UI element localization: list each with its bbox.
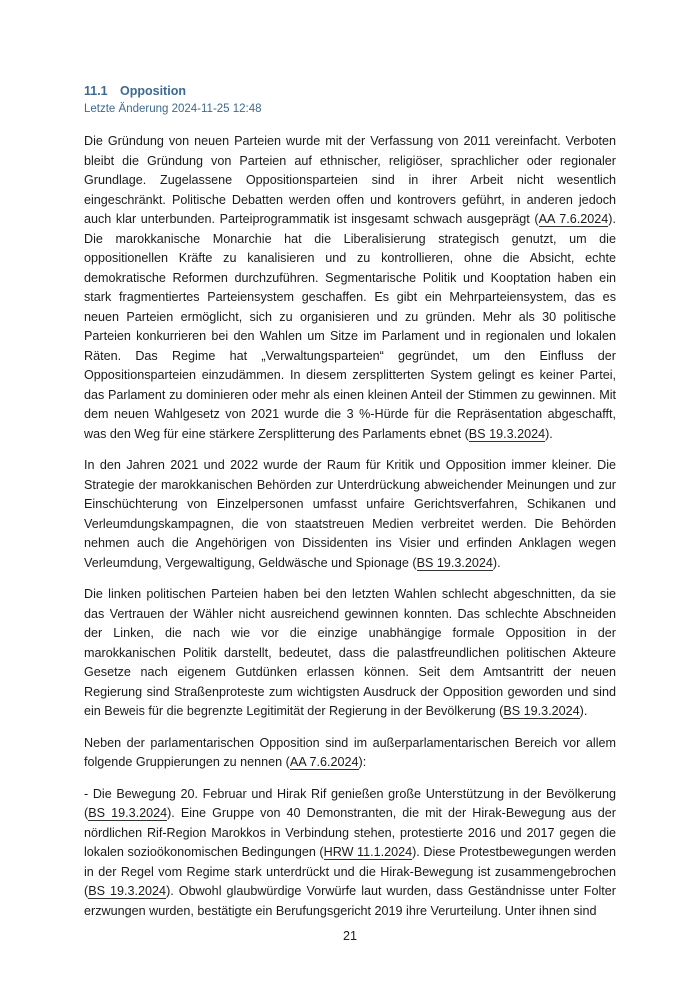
source-link[interactable]: BS 19.3.2024	[88, 806, 168, 820]
paragraph-text: ). Obwohl glaubwürdige Vorwürfe laut wurden, dass Geständnisse unter Folter erzwungen wurden, bestätigte ein Berufungsgericht 2019 ihre Verurteilung. Unter ihnen sind	[84, 884, 616, 918]
paragraph-text: ). Die marokkanische Monarchie hat die Liberalisierung strategisch genutzt, um die oppositionellen Kräfte zu kanalisieren und zu kontrollieren, ohne die Absicht, echte demokratische Reformen durchzuführen. Segmentarische Politik und Kooptation haben ein stark fragmentiertes Parteiensystem geschaffen. Es gibt ein Mehrparteiensystem, das es neuen Parteien ermöglicht, sich zu organisieren und zu gründen. Mehr als 30 politische Parteien konkurrieren bei den Wahlen um Sitze im Parlament und in regionalen und lokalen Räten. Das Regime hat „Verwaltungsparteien“ gegründet, um den Einfluss der Oppositionsparteien einzudämmen. In diesem zersplitterten System gelingt es keiner Partei, das Parlament zu dominieren oder mehr als einen kleinen Anteil der Stimmen zu gewinnen. Mit dem neuen Wahlgesetz von 2021 wurde die 3 %-Hürde für die Repräsentation abgeschafft, was den Weg für eine stärkere Zersplitterung des Parlaments ebnet (	[84, 212, 616, 441]
paragraph	[84, 585, 616, 722]
paragraph-text: ). Diese Protestbewegungen werden in der Regel vom Regime stark unterdrückt und die Hirak-Bewegung ist zusammengebrochen (	[84, 845, 616, 898]
source-link[interactable]: BS 19.3.2024	[416, 555, 493, 570]
source-link[interactable]: HRW 11.1.2024	[323, 845, 413, 859]
source-link[interactable]: AA 7.6.2024	[289, 755, 359, 769]
section-number: 11.1	[84, 84, 108, 98]
paragraph-text: Neben der parlamentarischen Opposition sind im außerparlamentarischen Bereich vor allem folgende Gruppierungen zu nennen (	[84, 735, 616, 769]
body-text	[84, 132, 616, 921]
paragraph	[84, 132, 616, 444]
paragraph-text: In den Jahren 2021 und 2022 wurde der Raum für Kritik und Opposition immer kleiner. Die Strategie der marokkanischen Behörden zur Unterdrückung abweichender Meinungen und zur Einschüchterung von Einzelpersonen umfasst unfaire Gerichtsverfahren, Schikanen und Verleumdungskampagnen, die von staatstreuen Medien verbreitet werden. Die Behörden nehmen auch die Angehörigen von Dissidenten ins Visier und erfinden Anklagen wegen Verleumdung, Vergewaltigung, Geldwäsche und Spionage (	[84, 458, 616, 570]
paragraph-text: - Die Bewegung 20. Februar und Hirak Rif genießen große Unterstützung in der Bevölkerung (	[84, 786, 616, 820]
source-link[interactable]: BS 19.3.2024	[468, 426, 546, 441]
page-number: 21	[342, 929, 357, 943]
paragraph	[84, 456, 616, 573]
paragraph-text: ). Eine Gruppe von 40 Demonstranten, die mit der Hirak-Bewegung aus der nördlichen Rif-Region Marokkos in Verbindung stehen, protestierte 2016 und 2017 gegen die lokalen sozioökonomischen Bedingungen (	[84, 806, 616, 859]
last-change-date: Letzte Änderung 2024-11-25 12:48	[84, 103, 262, 115]
paragraph-text: ).	[492, 555, 501, 570]
paragraph-text: ):	[358, 755, 367, 769]
paragraph	[84, 734, 616, 773]
source-link[interactable]: BS 19.3.2024	[88, 884, 167, 898]
paragraph-text: ).	[579, 704, 588, 718]
paragraph-text: Die linken politischen Parteien haben bei den letzten Wahlen schlecht abgeschnitten, da sie das Vertrauen der Wähler nicht ausreichend gewinnen konnten. Das schlechte Abschneiden der Linken, die nach wie vor die einzige unabhängige formale Opposition in der marokkanischen Politik darstellt, bedeutet, dass die palastfreundlichen politischen Akteure Gesetze nach eigenem Gutdünken erlassen können. Seit dem Amtsantritt der neuen Regierung sind Straßenproteste zum wichtigsten Ausdruck der Opposition geworden und sind ein Beweis für die begrenzte Legitimität der Regierung in der Bevölkerung (	[84, 587, 616, 718]
paragraph-text: Die Gründung von neuen Parteien wurde mit der Verfassung von 2011 vereinfacht. Verboten bleibt die Gründung von Parteien auf ethnischer, religiöser, sprachlicher oder regionaler Grundlage. Zugelassene Oppositionsparteien sind in ihrer Arbeit nicht wesentlich eingeschränkt. Politische Debatten werden offen und kontrovers geführt, in anderen jedoch auch klar unterbunden. Parteiprogrammatik ist insgesamt schwach ausgeprägt (	[84, 134, 616, 226]
source-link[interactable]: AA 7.6.2024	[538, 212, 609, 226]
source-link[interactable]: BS 19.3.2024	[503, 704, 580, 718]
section-heading	[84, 82, 616, 100]
section-title: Opposition	[120, 84, 186, 98]
paragraph	[84, 785, 616, 922]
document-page	[84, 82, 616, 933]
paragraph-text: ).	[545, 426, 553, 441]
